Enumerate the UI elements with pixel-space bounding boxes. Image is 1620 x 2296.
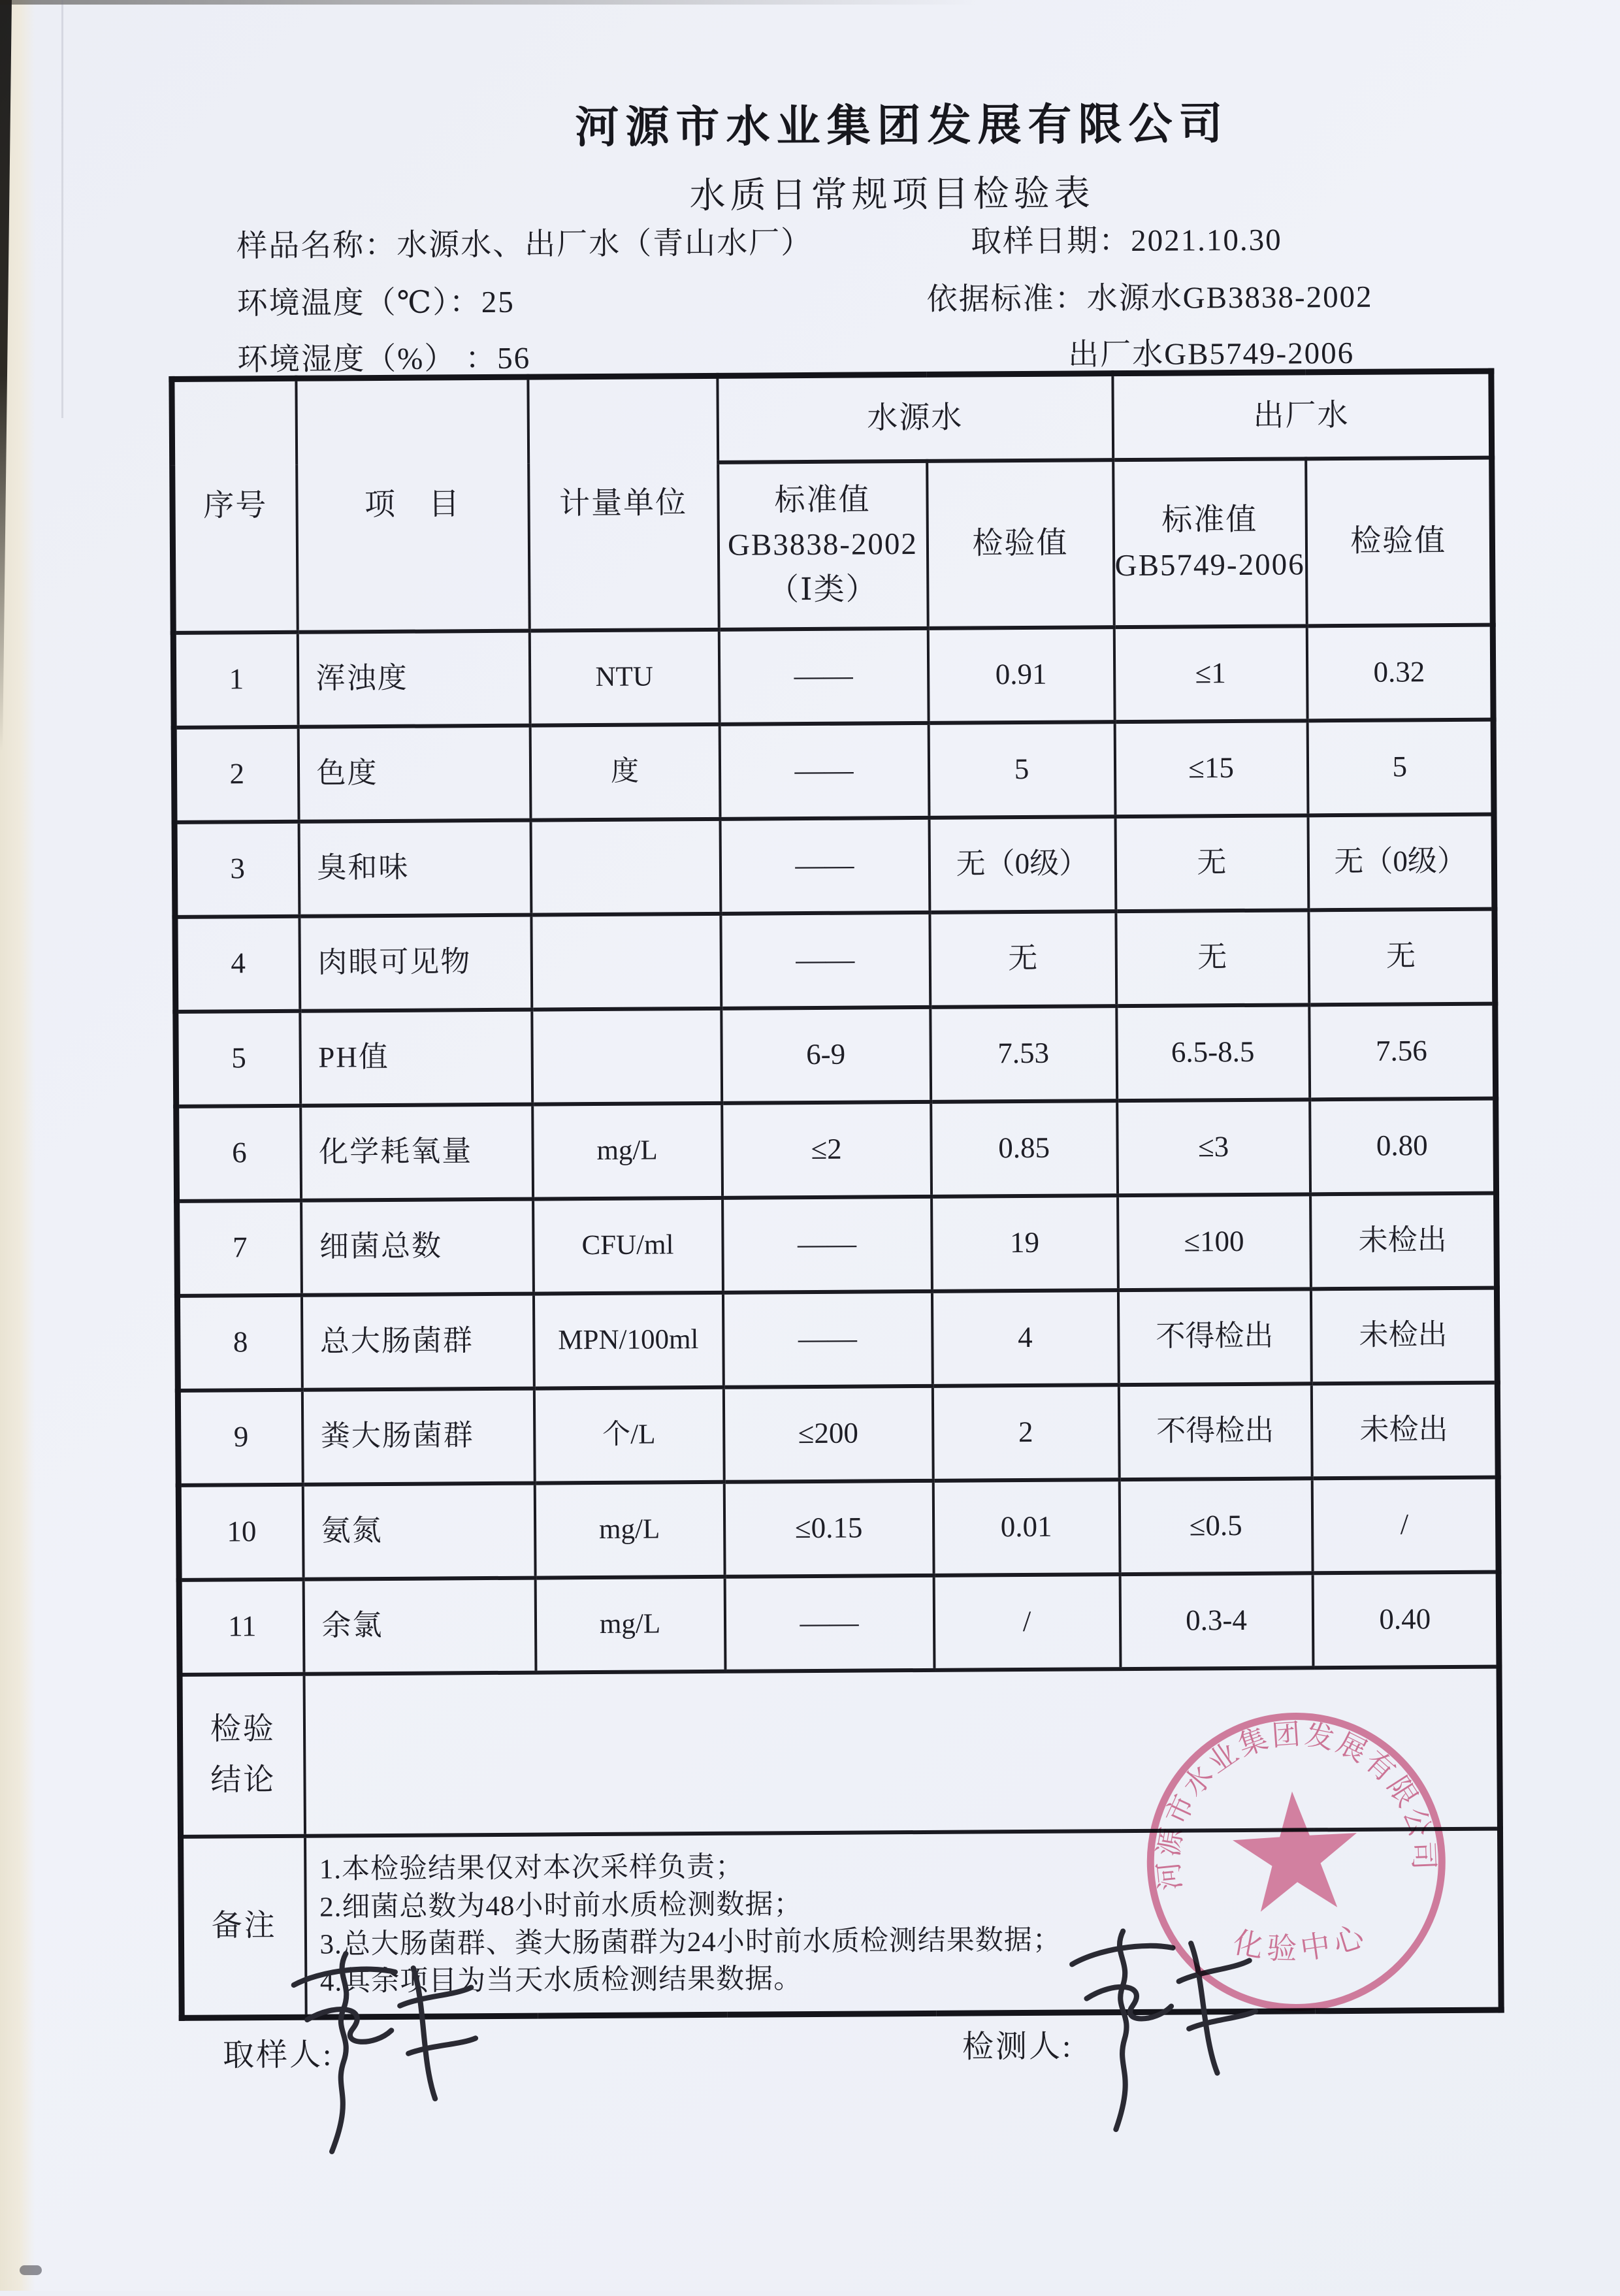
cell-factory-value: 0.80 — [1310, 1098, 1497, 1194]
tester-label: 检测人: — [962, 2029, 1073, 2065]
cell-no: 4 — [175, 916, 300, 1011]
header-no: 序号 — [172, 378, 297, 632]
cell-no: 2 — [174, 726, 299, 822]
cell-factory-standard: 6.5-8.5 — [1116, 1005, 1310, 1101]
cell-unit — [531, 913, 721, 1009]
cell-source-standard: ≤200 — [723, 1385, 933, 1481]
table-row — [178, 1382, 1498, 1485]
cell-unit: 度 — [530, 724, 720, 820]
cell-source-standard: ≤0.15 — [724, 1480, 933, 1576]
header-item: 项 目 — [296, 377, 529, 632]
cell-factory-value: 0.32 — [1306, 624, 1493, 720]
standard-line — [926, 272, 1372, 319]
company-seal — [1124, 1689, 1468, 2034]
cell-item: 化学耗氧量 — [300, 1104, 533, 1200]
sampling-date-value: 2021.10.30 — [1130, 223, 1282, 258]
sampler-signature — [227, 1934, 494, 2164]
header-source-value: 检验值 — [927, 460, 1114, 628]
env-temp-line — [236, 278, 514, 323]
cell-source-value: 2 — [932, 1385, 1119, 1481]
table-row — [175, 909, 1495, 1011]
cell-unit: MPN/100ml — [533, 1292, 723, 1388]
sample-name-line — [236, 218, 813, 265]
cell-factory-value: 未检出 — [1310, 1287, 1497, 1383]
cell-unit: 个/L — [534, 1387, 724, 1483]
cell-factory-standard: ≤1 — [1114, 626, 1307, 722]
cell-factory-value: 5 — [1307, 719, 1494, 815]
standard-factory-value: 出厂水GB5749-2006 — [1068, 336, 1355, 372]
cell-no: 11 — [179, 1579, 304, 1674]
cell-source-value: 5 — [928, 722, 1115, 818]
cell-source-value: 无（0级） — [929, 817, 1116, 913]
standard-label: 依据标准： — [926, 282, 1087, 317]
header-source-standard: 标准值 GB3838-2002 （Ⅰ类） — [718, 461, 928, 629]
cell-unit: CFU/ml — [533, 1197, 723, 1293]
cell-factory-value: 未检出 — [1310, 1193, 1497, 1289]
form-title: 水质日常规项目检验表 — [689, 173, 1095, 216]
env-temp-label: 环境温度（℃）： — [236, 285, 481, 321]
cell-item: 余氯 — [303, 1577, 536, 1673]
standard-source-value: 水源水GB3838-2002 — [1086, 280, 1373, 316]
table-row — [174, 814, 1495, 916]
cell-item: 氨氮 — [302, 1483, 535, 1579]
cell-factory-value: 无 — [1308, 909, 1495, 1005]
cell-source-standard: —— — [724, 1575, 934, 1671]
cell-item: 总大肠菌群 — [301, 1293, 534, 1389]
cell-factory-value: / — [1312, 1477, 1498, 1573]
cell-unit: NTU — [529, 629, 719, 725]
cell-item: 色度 — [298, 725, 530, 821]
cell-item: 臭和味 — [299, 820, 531, 916]
sampler-label: 取样人: — [222, 2037, 334, 2073]
cell-factory-standard: 0.3-4 — [1120, 1573, 1313, 1669]
cell-no: 5 — [176, 1011, 300, 1106]
cell-factory-standard: 无 — [1116, 910, 1309, 1006]
remarks-text: 1.本检验结果仅对本次采样负责； 2.细菌总数为48小时前水质检测数据； 3.总大肠菌群、粪大肠菌群为24小时前水质检测结果数据； 4.其余项目为当天水质检测结果数据。 — [305, 1828, 1502, 2017]
cell-item: 肉眼可见物 — [299, 914, 532, 1011]
table-row — [176, 1098, 1497, 1201]
sampling-date-label: 取样日期： — [970, 223, 1131, 259]
table-row — [177, 1193, 1497, 1295]
cell-factory-value: 未检出 — [1311, 1382, 1498, 1478]
cell-source-standard: —— — [719, 722, 929, 818]
cell-item: 粪大肠菌群 — [302, 1388, 534, 1484]
env-humidity-value: 56 — [496, 341, 531, 376]
cell-unit — [532, 1008, 722, 1104]
seal-center-text: 化验中心 — [1230, 1918, 1373, 1966]
cell-factory-standard: ≤15 — [1114, 720, 1308, 817]
seal-star-icon — [1230, 1788, 1361, 1913]
cell-source-standard: 6-9 — [721, 1007, 931, 1103]
cell-source-standard: —— — [720, 817, 930, 913]
cell-no: 10 — [178, 1484, 303, 1579]
cell-unit: mg/L — [532, 1103, 722, 1199]
sample-name-value: 水源水、出厂水（青山水厂） — [396, 225, 813, 263]
header-factory-standard: 标准值 GB5749-2006 — [1113, 459, 1307, 627]
cell-source-standard: —— — [719, 628, 928, 724]
header-factory-value: 检验值 — [1306, 457, 1493, 626]
cell-no: 1 — [173, 632, 298, 727]
cell-factory-standard: 无 — [1115, 815, 1308, 911]
cell-unit: mg/L — [534, 1481, 724, 1577]
env-temp-value: 25 — [481, 285, 515, 320]
cell-source-value: 7.53 — [930, 1006, 1117, 1102]
table-row — [174, 719, 1494, 822]
cell-source-value: 无 — [930, 911, 1116, 1007]
cell-source-value: / — [933, 1574, 1120, 1670]
table-row — [173, 624, 1493, 727]
cell-source-standard: ≤2 — [722, 1101, 932, 1197]
cell-no: 7 — [177, 1200, 302, 1295]
cell-source-value: 0.91 — [928, 627, 1114, 723]
cell-factory-standard: 不得检出 — [1118, 1289, 1311, 1385]
header-factory-group: 出厂水 — [1112, 371, 1492, 460]
cell-factory-value: 0.40 — [1312, 1572, 1499, 1668]
env-humidity-label: 环境湿度（%） ： — [237, 341, 498, 378]
cell-factory-standard: ≤3 — [1117, 1099, 1310, 1195]
cell-source-value: 0.85 — [931, 1101, 1118, 1197]
table-row — [178, 1477, 1498, 1579]
header-source-group: 水源水 — [717, 374, 1113, 462]
cell-factory-standard: ≤0.5 — [1119, 1478, 1312, 1574]
cell-factory-standard: ≤100 — [1118, 1194, 1311, 1290]
remarks-label: 备注 — [181, 1835, 306, 2018]
cell-source-value: 19 — [932, 1195, 1118, 1291]
table-header-row — [172, 371, 1492, 465]
cell-source-value: 0.01 — [933, 1479, 1120, 1576]
cell-unit — [530, 818, 721, 914]
table-body — [173, 624, 1499, 1674]
cell-source-value: 4 — [932, 1290, 1118, 1386]
sampling-date-line — [971, 216, 1282, 261]
cell-no: 9 — [178, 1389, 302, 1485]
cell-source-standard: —— — [722, 1291, 932, 1387]
cell-source-standard: —— — [721, 912, 930, 1008]
cell-no: 8 — [177, 1295, 302, 1390]
cell-item: 浑浊度 — [297, 630, 530, 726]
seal-ring-text: 河源市水业集团发展有限公司 — [1152, 1718, 1440, 1892]
company-title: 河源市水业集团发展有限公司 — [575, 100, 1229, 153]
env-humidity-line — [237, 334, 530, 380]
table-row — [177, 1287, 1497, 1390]
conclusion-label: 检验 结论 — [180, 1673, 305, 1836]
cell-item: PH值 — [300, 1009, 532, 1105]
cell-factory-standard: 不得检出 — [1118, 1383, 1312, 1479]
cell-factory-value: 7.56 — [1309, 1003, 1496, 1099]
cell-no: 3 — [174, 821, 299, 916]
cell-item: 细菌总数 — [301, 1199, 534, 1295]
cell-unit: mg/L — [535, 1576, 725, 1672]
cell-source-standard: —— — [722, 1196, 932, 1292]
table-row — [176, 1003, 1496, 1106]
header-unit: 计量单位 — [528, 376, 719, 630]
cell-no: 6 — [176, 1105, 301, 1201]
sample-name-label: 样品名称： — [236, 228, 397, 264]
cell-factory-value: 无（0级） — [1308, 814, 1495, 910]
table-row — [179, 1572, 1499, 1674]
